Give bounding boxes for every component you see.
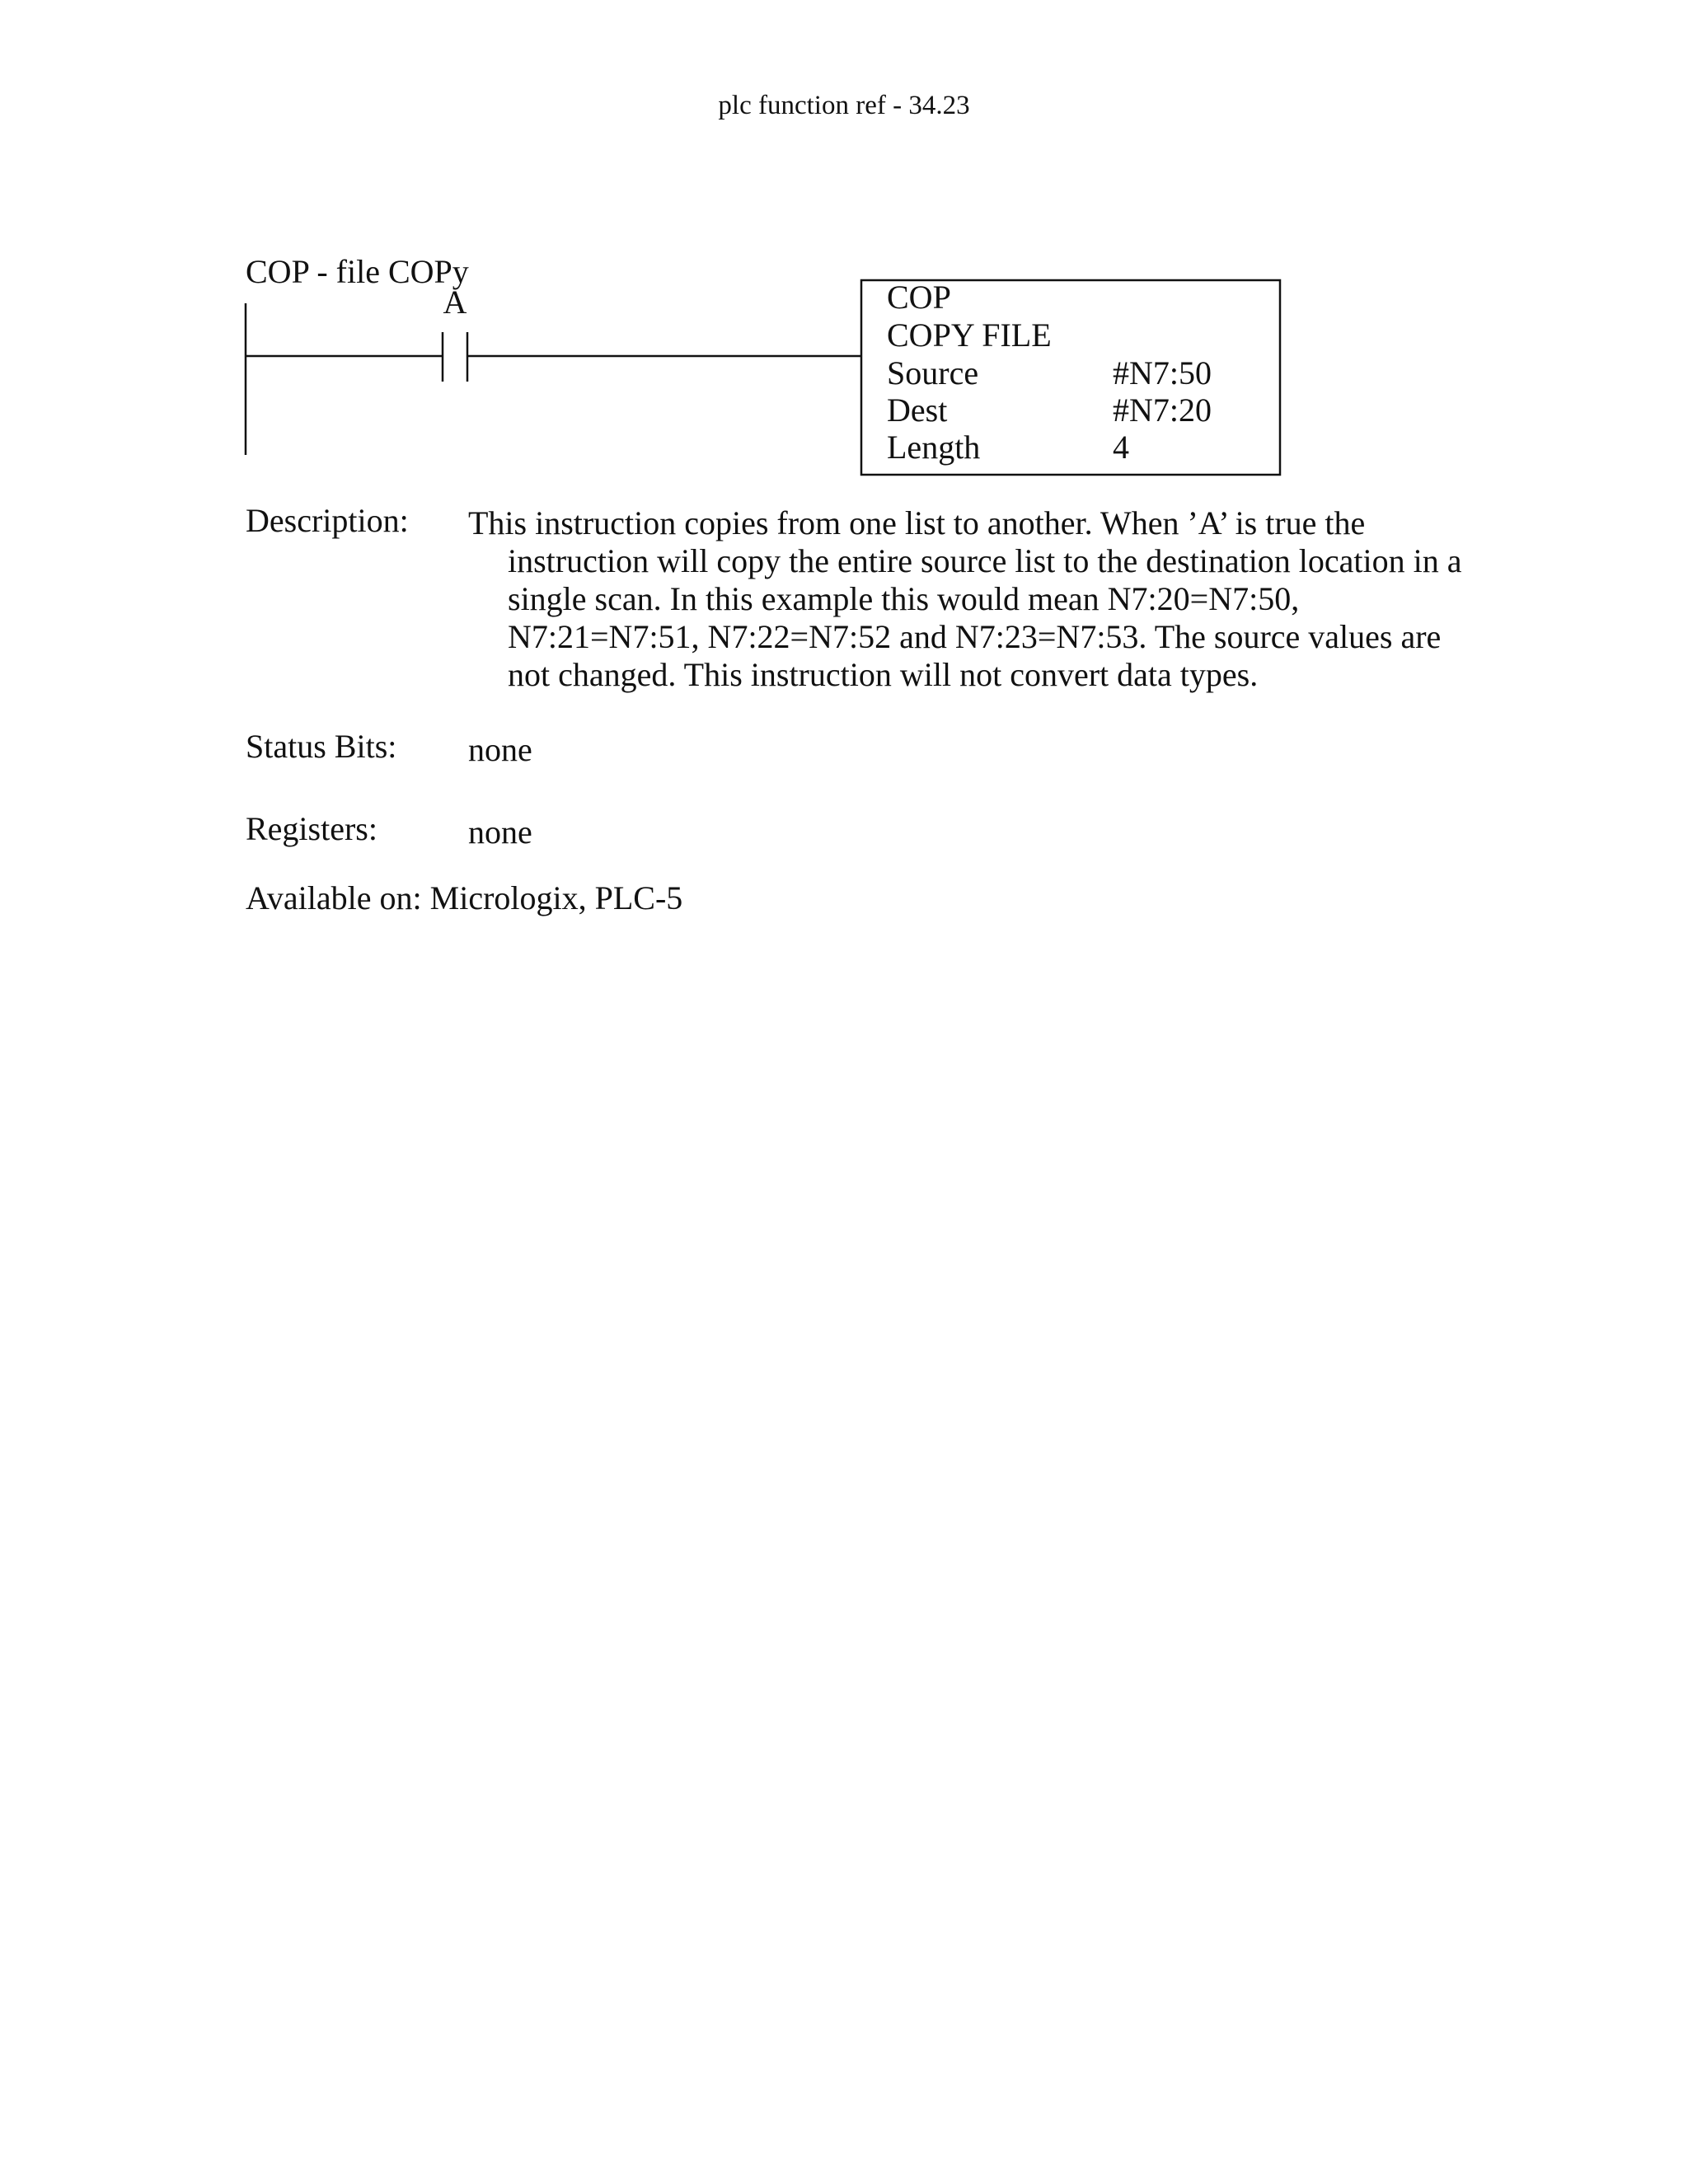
param-source-value: #N7:50: [1113, 354, 1212, 391]
available-on: Available on: Micrologix, PLC-5: [246, 879, 683, 916]
registers-value: none: [468, 813, 532, 851]
param-length-value: 4: [1113, 429, 1129, 466]
status-bits-value: none: [468, 731, 532, 768]
param-dest-value: #N7:20: [1113, 391, 1212, 429]
section-title: COP - file COPy: [246, 253, 469, 290]
description-text: This instruction copies from one list to another. When ’A’ is true the instruction will copy the entire source list to the destination location in a single scan. In this example this would mean N7:20=N7:50, N7:21=N7:51, N7:22=N7:52 and N7:23=N7:53. The source values are not changed. This instruction will not convert data types.: [468, 504, 1462, 693]
param-source-label: Source: [887, 354, 979, 391]
ladder-diagram: [0, 0, 1688, 511]
param-dest-label: Dest: [887, 391, 948, 429]
description-label: Description:: [246, 502, 409, 539]
registers-label: Registers:: [246, 810, 377, 847]
status-bits-label: Status Bits:: [246, 728, 397, 765]
block-name: COP: [887, 279, 951, 316]
param-length-label: Length: [887, 429, 981, 466]
page-header: plc function ref - 34.23: [718, 91, 970, 120]
contact-label: A: [443, 284, 467, 321]
block-title: COPY FILE: [887, 316, 1052, 354]
